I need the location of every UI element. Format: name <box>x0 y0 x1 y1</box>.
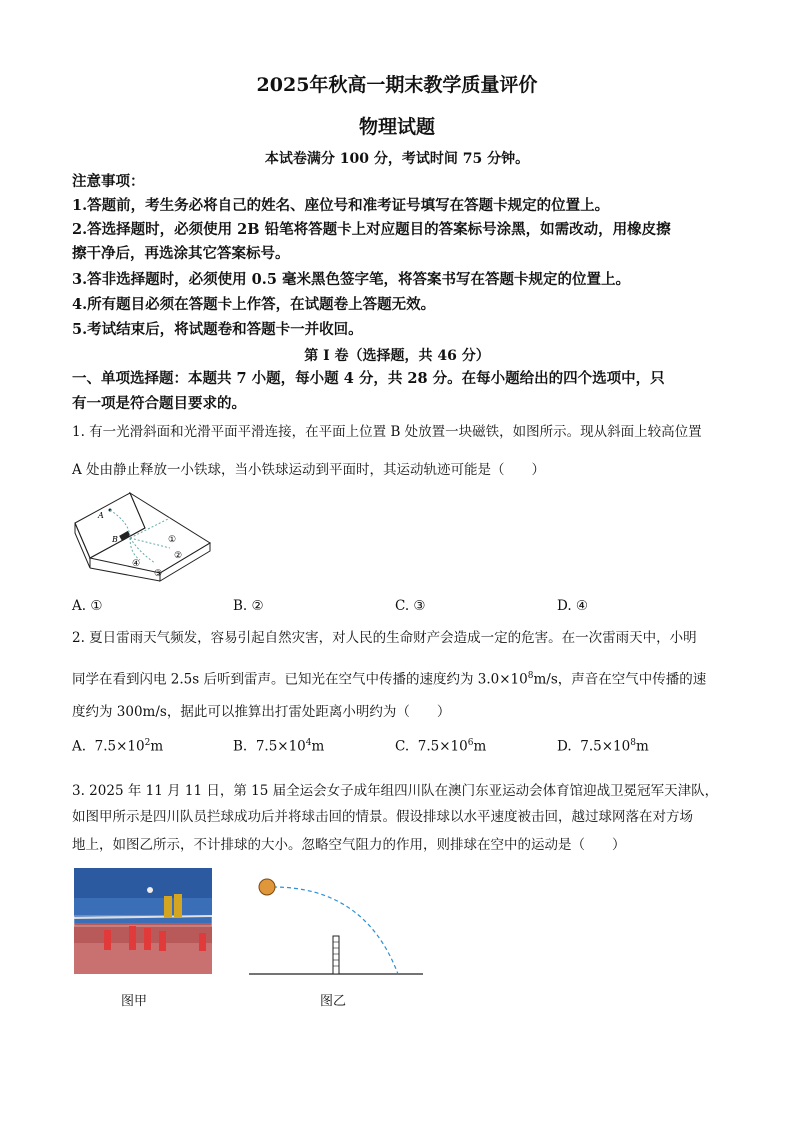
q1-option-b: B. ② <box>233 598 264 614</box>
q2-line: 2. 夏日雷雨天气频发，容易引起自然灾害，对人民的生命财产会造成一定的危害。在一次雷雨天中，小明 <box>72 630 697 646</box>
q2-option-d: D. $7.5\times 10^8m$ <box>557 738 649 755</box>
note-item: 2.答选择题时，必须使用 2B 铅笔将答题卡上对应题目的答案标号涂黑，如需改动，用橡皮擦 <box>72 221 671 238</box>
q1-option-a: A. ① <box>72 598 103 614</box>
q1-line: 1. 有一光滑斜面和光滑平面平滑连接，在平面上位置 B 处放置一块磁铁，如图所示。现从斜面上较高位置 <box>72 424 702 440</box>
q2-option-a: A. $7.5\times 10^2m$ <box>72 738 164 755</box>
note-item: 1.答题前，考生务必将自己的姓名、座位号和准考证号填写在答题卡规定的位置上。 <box>72 197 610 214</box>
q1-option-d: D. ④ <box>557 598 589 614</box>
q1-option-c: C. ③ <box>395 598 426 614</box>
q1-fig-label-a: A <box>98 511 104 520</box>
q1-fig-label-1: ① <box>168 535 177 545</box>
q3-caption-2: 图乙 <box>320 994 347 1009</box>
q1-fig-label-b: B <box>112 535 118 544</box>
q3-figure-trajectory <box>245 872 427 980</box>
section-heading-cont: 有一项是符合题目要求的。 <box>72 395 246 412</box>
section-heading: 一、单项选择题：本题共 7 小题，每小题 4 分，共 28 分。在每小题给出的四个选项中，只 <box>72 370 665 387</box>
q1-figure-incline <box>70 488 220 583</box>
note-item: 4.所有题目必须在答题卡上作答，在试题卷上答题无效。 <box>72 296 436 313</box>
q3-figure-photo <box>74 868 212 974</box>
note-item: 3.答非选择题时，必须使用 0.5 毫米黑色签字笔，将答案书写在答题卡规定的位置上。 <box>72 271 630 288</box>
exam-info: 本试卷满分 100 分，考试时间 75 分钟。 <box>264 151 530 167</box>
q2-line: 同学在看到闪电 2.5s 后听到雷声。已知光在空气中传播的速度约为 $3.0\times 10^8m/s$，声音在空气中传播的速 <box>72 671 707 688</box>
note-item: 擦干净后，再选涂其它答案标号。 <box>72 245 290 262</box>
q2-option-c: C. $7.5\times 10^6m$ <box>395 738 487 755</box>
q1-fig-label-3: ③ <box>154 569 163 579</box>
q3-line: 3. 2025 年 11 月 11 日，第 15 届全运会女子成年组四川队在澳门东亚运动会体育馆迎战卫冕冠军天津队， <box>72 783 719 799</box>
q1-line: A 处由静止释放一小铁球，当小铁球运动到平面时，其运动轨迹可能是（ ） <box>72 462 546 478</box>
q2-option-b: B. $7.5\times 10^4m$ <box>233 738 325 755</box>
q3-caption-1: 图甲 <box>121 994 148 1009</box>
notes-heading: 注意事项： <box>72 173 145 190</box>
q2-line: 度约为 300m/s，据此可以推算出打雷处距离小明约为（ ） <box>72 704 451 720</box>
exam-subject: 物理试题 <box>358 116 435 138</box>
q3-line: 地上，如图乙所示，不计排球的大小。忽略空气阻力的作用，则排球在空中的运动是（ ） <box>72 837 626 853</box>
note-item: 5.考试结束后，将试题卷和答题卡一并收回。 <box>72 321 363 338</box>
part-heading: 第 I 卷（选择题，共 46 分） <box>304 348 490 364</box>
q1-fig-label-2: ② <box>174 551 183 561</box>
q1-fig-label-4: ④ <box>132 559 141 569</box>
exam-title: 2025年秋高一期末教学质量评价 <box>256 74 538 96</box>
q3-line: 如图甲所示是四川队员拦球成功后并将球击回的情景。假设排球以水平速度被击回，越过球网落在对方场 <box>72 809 693 825</box>
